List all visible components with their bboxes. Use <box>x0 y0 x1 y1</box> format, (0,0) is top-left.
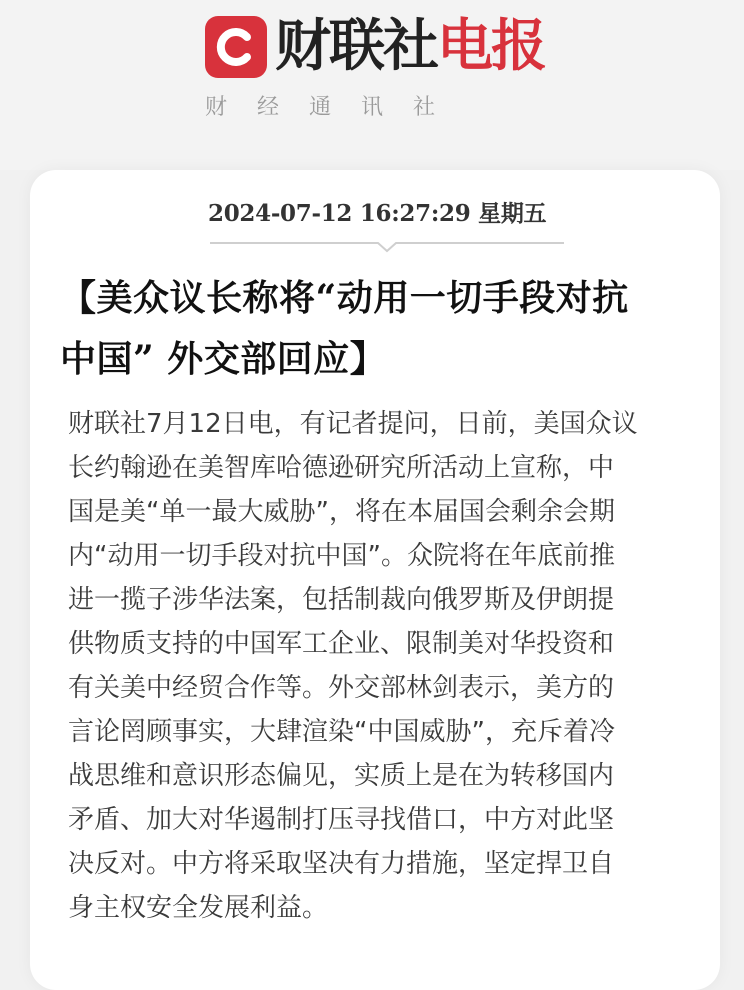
brand-name-red: 电报 <box>437 14 545 79</box>
brand-tagline: 财经通讯社 <box>205 95 466 120</box>
body-line: 供物质支持的中国军工企业、限制美对华投资和 <box>68 629 615 659</box>
body-line: 矛盾、加大对华遏制打压寻找借口，中方对此坚 <box>68 805 615 835</box>
c-logo-icon <box>205 16 267 78</box>
body-line: 决反对。中方将采取坚决有力措施，坚定捍卫自 <box>68 849 615 879</box>
article-datetime: 2024-07-12 16:27:29 星期五 <box>208 200 547 227</box>
body-line: 国是美“单一最大威胁”，将在本届国会剩余会期 <box>68 497 615 527</box>
article-body <box>68 402 713 930</box>
body-line: 长约翰逊在美智库哈德逊研究所活动上宣称，中 <box>68 453 615 483</box>
body-line: 内“动用一切手段对抗中国”。众院将在年底前推 <box>68 541 615 571</box>
body-line: 言论罔顾事实，大肆渲染“中国威胁”，充斥着冷 <box>68 717 615 747</box>
article-headline <box>60 268 710 390</box>
brand-name-black: 财联社 <box>275 14 437 79</box>
divider-with-notch <box>210 240 564 254</box>
brand-logo <box>205 14 545 80</box>
body-line: 战思维和意识形态偏见，实质上是在为转移国内 <box>68 761 615 791</box>
body-line: 有关美中经贸合作等。外交部林剑表示，美方的 <box>68 673 615 703</box>
masthead <box>0 0 744 170</box>
body-line: 身主权安全发展利益。 <box>68 893 329 923</box>
headline-line: 【美众议长称将“动用一切手段对抗 <box>60 277 629 319</box>
body-line: 财联社7月12日电，有记者提问，日前，美国众议 <box>68 409 638 439</box>
headline-line: 中国” 外交部回应】 <box>60 338 387 380</box>
body-line: 进一揽子涉华法案，包括制裁向俄罗斯及伊朗提 <box>68 585 615 615</box>
